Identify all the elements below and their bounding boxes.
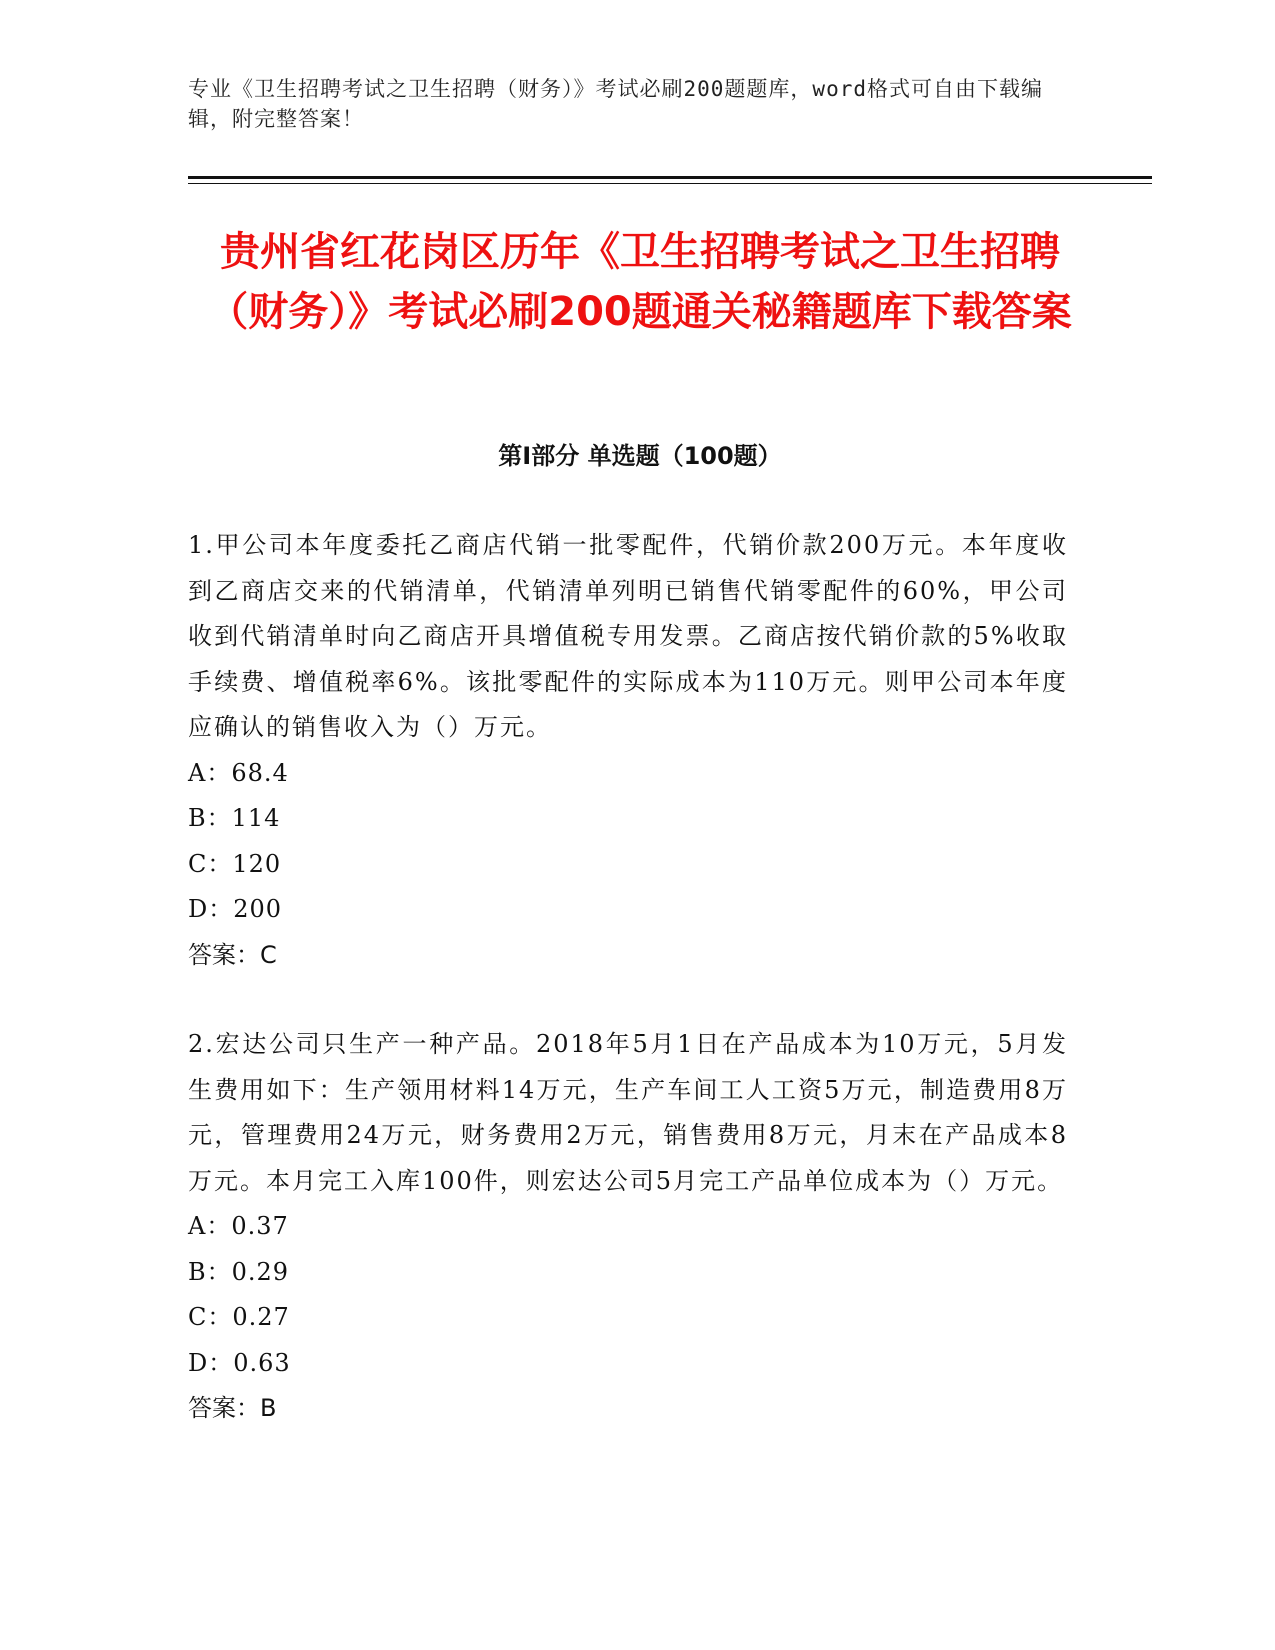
option-a: A：0.37 <box>188 1212 289 1240</box>
section-heading: 第I部分 单选题（100题） <box>498 442 782 470</box>
header-rule <box>188 176 1152 179</box>
document-title: 贵州省红花岗区历年《卫生招聘考试之卫生招聘（财务）》考试必刷200题通关秘籍题库下载答案 <box>208 229 1072 335</box>
option-c: C：0.27 <box>188 1303 290 1331</box>
answer: 答案：B <box>188 1394 277 1422</box>
question-2 <box>188 1022 1068 1432</box>
answer: 答案：C <box>188 940 277 969</box>
header-note: 专业《卫生招聘考试之卫生招聘（财务）》考试必刷200题题库，word格式可自由下载编辑，附完整答案！ <box>188 77 1043 131</box>
header-rule-thin <box>188 183 1152 184</box>
option-c: C：120 <box>188 849 282 878</box>
option-b: B：0.29 <box>188 1257 290 1286</box>
option-d: D：0.63 <box>188 1348 291 1377</box>
option-a: A：68.4 <box>188 758 289 787</box>
question-stem: 2.宏达公司只生产一种产品。2018年5月1日在产品成本为10万元，5月发生费用如下：生产领用材料14万元，生产车间工人工资5万元，制造费用8万元，管理费用24万元，财务费用2万元，销售费用8万元，月末在产品成本8万元。本月完工入库100件，则宏达公司5月完工产品单位成本为（）万元。 <box>188 1030 1068 1195</box>
option-d: D：200 <box>188 895 283 923</box>
option-b: B：114 <box>188 804 281 832</box>
question-1 <box>188 523 1068 978</box>
question-stem: 1.甲公司本年度委托乙商店代销一批零配件，代销价款200万元。本年度收到乙商店交来的代销清单，代销清单列明已销售代销零配件的60%，甲公司收到代销清单时向乙商店开具增值税专用发票。乙商店按代销价款的5%收取手续费、增值税率6%。该批零配件的实际成本为110万元。则甲公司本年度应确认的销售收入为（）万元。 <box>188 531 1068 741</box>
